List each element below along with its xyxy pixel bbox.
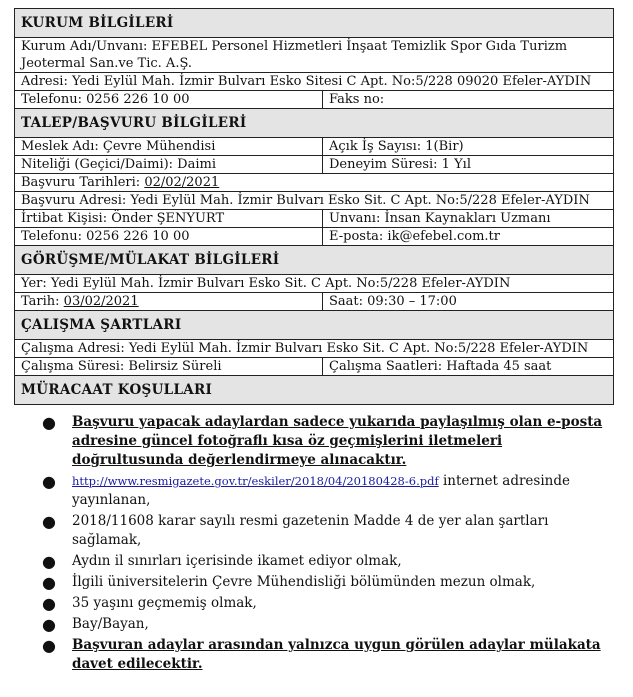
- calisma-adres: Çalışma Adresi: Yedi Eylül Mah. İzmir Bulvarı Esko Sit. C Apt. No:5/228 Efeler-AYDIN: [21, 341, 589, 356]
- gorusme-saat: Saat: 09:30 – 17:00: [329, 294, 457, 309]
- calisma-saatler: Çalışma Saatleri: Haftada 45 saat: [329, 359, 552, 374]
- talep-acik-is: Açık İş Sayısı: 1(Bir): [329, 139, 464, 154]
- talep-irtibat: İrtibat Kişisi: Önder ŞENYURT: [15, 210, 323, 227]
- bullet-icon: ●: [42, 615, 56, 634]
- gorusme-yer: Yer: Yedi Eylül Mah. İzmir Bulvarı Esko Sit. C Apt. No:5/228 Efeler-AYDIN: [21, 276, 511, 291]
- talep-telefon: Telefonu: 0256 226 10 00: [15, 228, 323, 245]
- resmigazete-link[interactable]: http://www.resmigazete.gov.tr/eskiler/2018/04/20180428-6.pdf: [72, 474, 439, 488]
- list-item: ● http://www.resmigazete.gov.tr/eskiler/2018/04/20180428-6.pdf internet adresinde yayınlanan,: [42, 472, 570, 508]
- bullet-icon: ●: [42, 636, 56, 655]
- kurum-unvan-line1: Kurum Adı/Unvanı: EFEBEL Personel Hizmetleri İnşaat Temizlik Spor Gıda Turizm: [21, 39, 568, 54]
- section-header-gorusme: GÖRÜŞME/MÜLAKAT BİLGİLERİ: [14, 246, 614, 275]
- list-item: ● İlgili üniversitelerin Çevre Mühendisliği bölümünden mezun olmak,: [42, 573, 536, 592]
- talep-meslek: Meslek Adı: Çevre Mühendisi: [15, 138, 323, 155]
- calisma-sure: Çalışma Süresi: Belirsiz Süreli: [15, 358, 323, 375]
- section-header-calisma: ÇALIŞMA ŞARTLARI: [14, 311, 614, 340]
- job-posting-form: [14, 8, 614, 676]
- gorusme-tarih: Tarih: 03/02/2021: [15, 293, 323, 310]
- section-header-talep: TALEP/BAŞVURU BİLGİLERİ: [14, 109, 614, 138]
- gorusme-tarih-value: 03/02/2021: [63, 294, 139, 309]
- list-item: ● 35 yaşını geçmemiş olmak,: [42, 594, 257, 613]
- bullet-icon: ●: [42, 594, 56, 613]
- muracaat-list: [14, 413, 614, 674]
- basvuru-tarihi-value: 02/02/2021: [144, 175, 220, 190]
- section-header-muracaat: MÜRACAAT KOŞULLARI: [14, 376, 614, 405]
- list-item: ● 2018/11608 karar sayılı resmi gazetenin Madde 4 de yer alan şartları sağlamak,: [42, 512, 549, 548]
- talep-niteligi: Niteliği (Geçici/Daimi): Daimi: [15, 156, 323, 173]
- talep-unvan: Unvanı: İnsan Kaynakları Uzmanı: [329, 211, 551, 226]
- talep-basvuru-tarihi: Başvuru Tarihleri: 02/02/2021: [21, 175, 220, 190]
- kurum-faks: Faks no:: [329, 92, 385, 107]
- talep-deneyim: Deneyim Süresi: 1 Yıl: [329, 157, 471, 172]
- talep-eposta: E-posta: ik@efebel.com.tr: [329, 229, 500, 244]
- list-item: ● Başvuru yapacak adaylardan sadece yukarıda paylaşılmış olan e-posta adresine güncel fotoğraflı kısa öz geçmişlerini iletmeleri doğrultusunda değerlendirmeye alınacaktır.: [42, 413, 603, 468]
- bullet-icon: ●: [42, 413, 56, 432]
- kurum-unvan-line2: Jeotermal San.ve Tic. A.Ş.: [21, 56, 193, 71]
- bullet-icon: ●: [42, 552, 56, 571]
- kurum-telefon: Telefonu: 0256 226 10 00: [15, 91, 323, 108]
- kurum-adres: Adresi: Yedi Eylül Mah. İzmir Bulvarı Esko Sitesi C Apt. No:5/228 09020 Efeler-AYDIN: [21, 74, 592, 89]
- section-header-kurum: KURUM BİLGİLERİ: [14, 8, 614, 38]
- list-item: ● Aydın il sınırları içerisinde ikamet ediyor olmak,: [42, 552, 402, 571]
- bullet-icon: ●: [42, 472, 56, 491]
- list-item: ● Bay/Bayan,: [42, 615, 149, 634]
- talep-adres: Başvuru Adresi: Yedi Eylül Mah. İzmir Bulvarı Esko Sit. C Apt. No:5/228 Efeler-AYDIN: [21, 193, 590, 208]
- list-item: ● Başvuran adaylar arasından yalnızca uygun görülen adaylar mülakata davet edilecektir.: [42, 636, 601, 672]
- bullet-icon: ●: [42, 573, 56, 592]
- bullet-icon: ●: [42, 512, 56, 531]
